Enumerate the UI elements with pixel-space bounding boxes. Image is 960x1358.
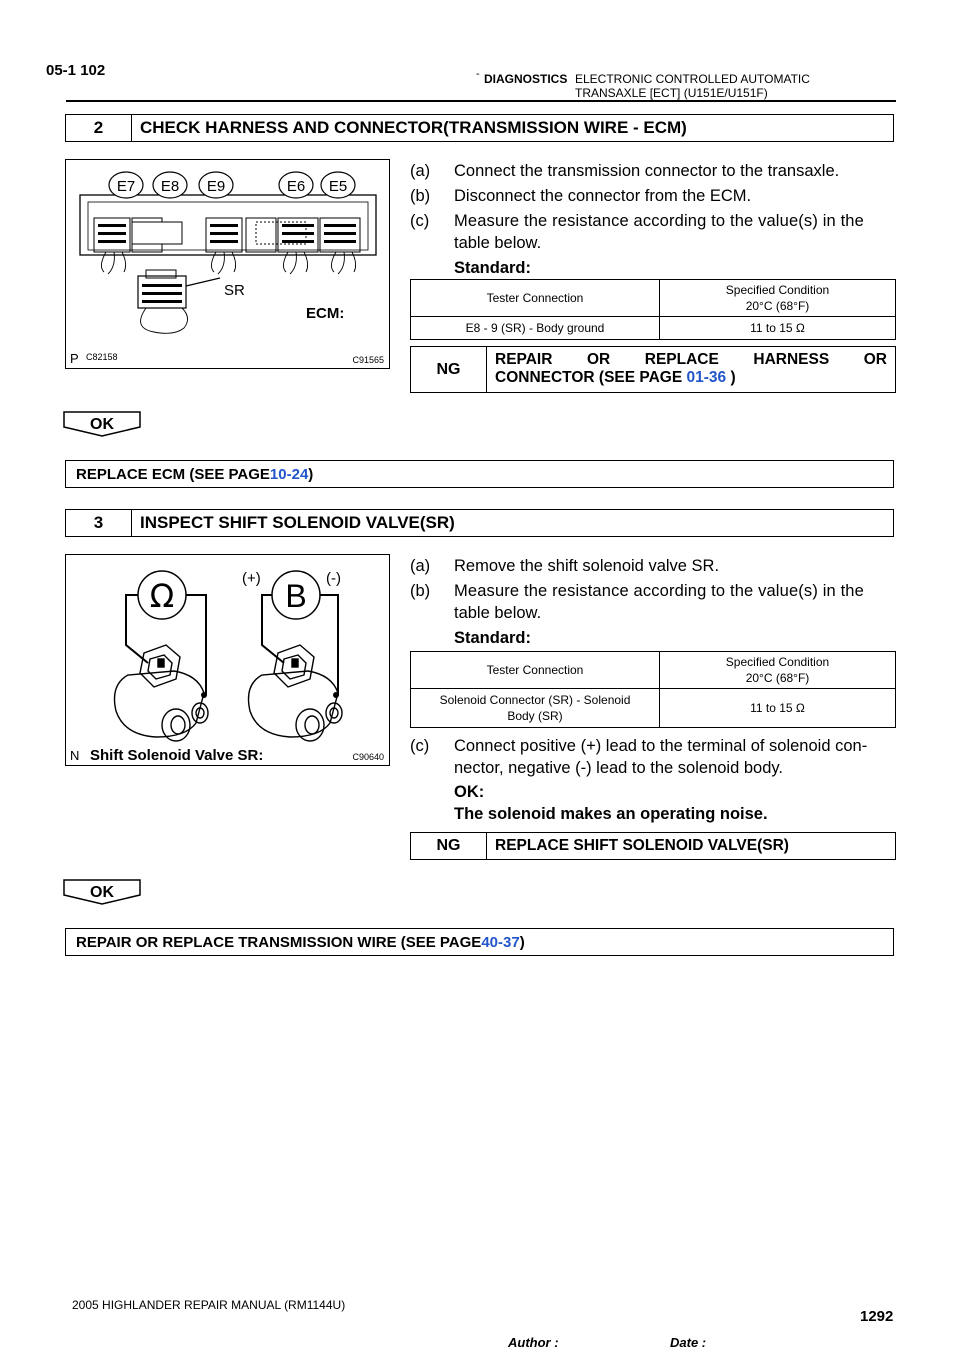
manual-title: 2005 HIGHLANDER REPAIR MANUAL (RM1144U) — [72, 1298, 346, 1312]
figure-caption: Shift Solenoid Valve SR: — [90, 747, 264, 764]
ng-line2: CONNECTOR (SEE PAGE 01-36 ) — [495, 369, 736, 386]
solenoid-valve-illustration — [66, 555, 388, 764]
solenoid-valve-right — [249, 645, 343, 741]
row-specified-value: 11 to 15 Ω — [660, 317, 896, 340]
ohm-symbol: Ω — [149, 577, 175, 615]
negative-label: (-) — [326, 570, 341, 587]
instruction-b-cont: table below. — [454, 604, 542, 622]
row-tester-connection: Solenoid Connector (SR) - Solenoid Body (SR) — [411, 689, 660, 728]
connector-e9-label: E9 — [206, 178, 226, 195]
ng-action: REPLACE SHIFT SOLENOID VALVE(SR) — [486, 833, 895, 859]
sr-label: SR — [224, 282, 245, 299]
step-2-ng-result — [410, 346, 896, 393]
row-tester-connection: E8 - 9 (SR) - Body ground — [411, 317, 660, 340]
connector-e5-label: E5 — [328, 178, 348, 195]
connector-e6-label: E6 — [286, 178, 306, 195]
connector-e7-label: E7 — [116, 178, 136, 195]
ng-label: NG — [436, 837, 461, 854]
ok-heading: OK: — [454, 783, 485, 801]
step-number: 2 — [66, 115, 132, 141]
figure-code: C90640 — [352, 752, 384, 762]
standard-label: Standard: — [454, 629, 532, 647]
section-title-line2: TRANSAXLE [ECT] (U151E/U151F) — [575, 86, 768, 100]
step-3-final-action: REPAIR OR REPLACE TRANSMISSION WIRE (SEE PAGE 40-37 ) — [65, 928, 894, 956]
instruction-c: (c) Connect positive (+) lead to the terminal of solenoid con- — [410, 737, 868, 755]
ok-label: OK — [90, 884, 114, 901]
step-title: INSPECT SHIFT SOLENOID VALVE(SR) — [140, 513, 455, 532]
page-link-10-24[interactable]: 10-24 — [269, 465, 309, 483]
header-dash: - — [476, 68, 480, 80]
page-link-01-36[interactable]: 01-36 — [686, 369, 727, 386]
step-3-instruction-c-block — [410, 735, 896, 825]
figure-letter: N — [70, 748, 80, 763]
ecm-connector-figure — [65, 159, 390, 369]
page-link-40-37[interactable]: 40-37 — [481, 933, 520, 951]
ecm-label: ECM: — [306, 305, 345, 322]
standard-label: Standard: — [454, 259, 532, 277]
table-row — [411, 317, 896, 340]
author-label: Author : — [508, 1335, 559, 1350]
figure-letter: P — [70, 351, 79, 366]
step-2-final-action: REPLACE ECM (SEE PAGE 10-24 ) — [65, 460, 894, 488]
step-2-header — [65, 114, 894, 142]
step-3-ng-result — [410, 832, 896, 860]
ok-condition: The solenoid makes an operating noise. — [454, 805, 768, 823]
header-tester-connection: Tester Connection — [411, 652, 660, 689]
instruction-a: (a) Remove the shift solenoid valve SR. — [410, 557, 720, 575]
step-title: CHECK HARNESS AND CONNECTOR(TRANSMISSION WIRE - ECM) — [140, 118, 687, 137]
instruction-b: (b) Disconnect the connector from the ECM. — [410, 187, 752, 205]
step-3-instructions — [410, 555, 896, 649]
ok-label: OK — [90, 416, 114, 433]
header-specified-condition: Specified Condition 20°C (68°F) — [660, 280, 896, 317]
step-2-spec-table — [410, 279, 896, 340]
step-3-spec-table — [410, 651, 896, 728]
instruction-a: (a) Connect the transmission connector to the transaxle. — [410, 162, 840, 180]
ng-line1: REPAIR OR REPLACE HARNESS OR — [495, 351, 887, 368]
row-specified-value: 11 to 15 Ω — [660, 689, 896, 728]
ng-label: NG — [436, 360, 461, 378]
table-header-row — [411, 280, 896, 317]
header-rule — [66, 100, 896, 102]
solenoid-valve-figure — [65, 554, 390, 766]
step-3-ok-tab — [63, 879, 141, 905]
solenoid-valve-left — [115, 645, 209, 741]
figure-code-left: C82158 — [86, 352, 118, 362]
section-name: DIAGNOSTICS — [484, 72, 568, 86]
date-label: Date : — [670, 1335, 707, 1350]
step-2-ok-tab — [63, 411, 141, 437]
connector-e8-label: E8 — [160, 178, 180, 195]
instruction-c-cont: nector, negative (-) lead to the solenoid body. — [454, 759, 783, 777]
step-3-header — [65, 509, 894, 537]
instruction-c-cont: table below. — [454, 234, 542, 252]
page-reference: 05-1 102 — [46, 62, 106, 79]
header-tester-connection: Tester Connection — [411, 280, 660, 317]
step-2-instructions — [410, 160, 896, 279]
ng-action — [486, 347, 895, 392]
table-header-row — [411, 652, 896, 689]
instruction-b: (b) Measure the resistance according to the value(s) in the — [410, 582, 864, 600]
battery-symbol: B — [285, 578, 307, 614]
page-number: 1292 — [860, 1308, 894, 1325]
section-title-line1: ELECTRONIC CONTROLLED AUTOMATIC — [575, 72, 810, 86]
figure-code-right: C91565 — [352, 355, 384, 365]
positive-label: (+) — [242, 570, 261, 587]
ecm-connector-illustration — [66, 160, 388, 367]
step-number: 3 — [66, 510, 132, 536]
header-specified-condition: Specified Condition 20°C (68°F) — [660, 652, 896, 689]
instruction-c: (c) Measure the resistance according to the value(s) in the — [410, 212, 864, 230]
table-row — [411, 689, 896, 728]
